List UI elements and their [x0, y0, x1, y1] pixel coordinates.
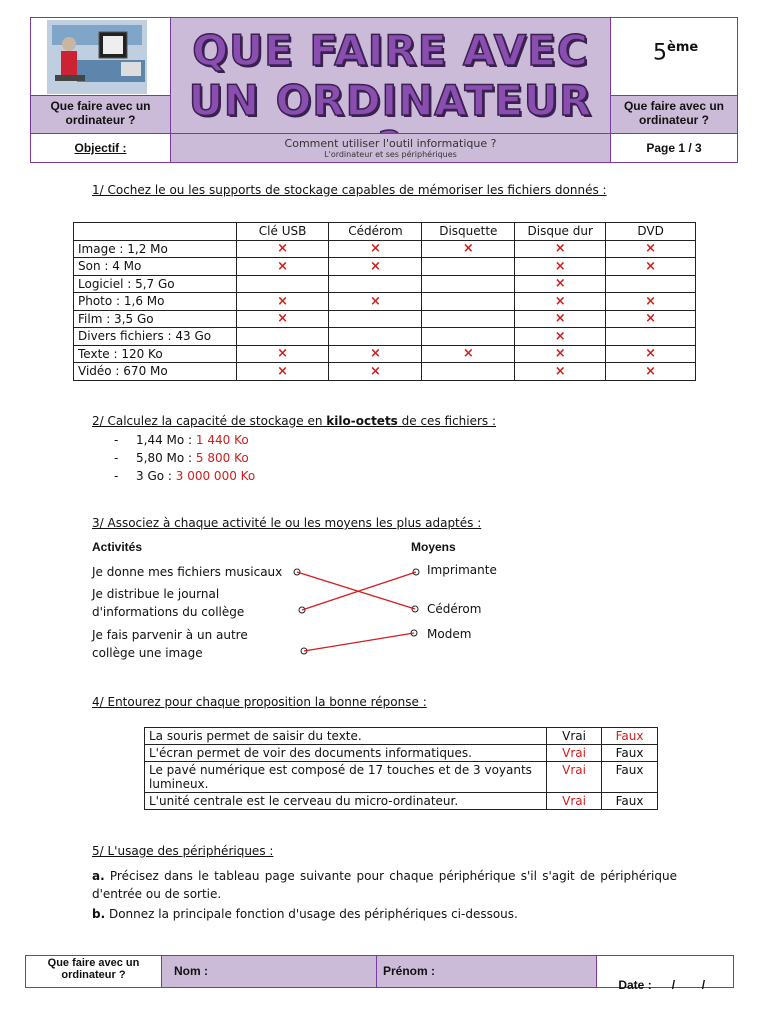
empty-cell[interactable] [329, 275, 422, 293]
footer-label: Que faire avec un ordinateur ? [26, 956, 162, 987]
q5-b: b. Donnez la principale fonction d'usage des périphériques ci-dessous. [92, 907, 518, 921]
empty-cell[interactable] [329, 328, 422, 346]
header-logo-cell [30, 17, 171, 96]
mean-connector[interactable] [411, 630, 417, 636]
faux-option[interactable]: Faux [602, 745, 658, 762]
statement-row [145, 793, 658, 810]
row-label: Photo : 1,6 Mo [74, 293, 237, 311]
activity-1: Je donne mes fichiers musicaux [92, 565, 283, 579]
firstname-field[interactable]: Prénom : [377, 956, 597, 987]
faux-option[interactable]: Faux [602, 793, 658, 810]
column-header: Disque dur [515, 223, 606, 241]
empty-cell[interactable] [236, 328, 329, 346]
objective-main: Comment utiliser l'outil informatique ? [284, 137, 497, 150]
activity-connector[interactable] [294, 569, 300, 575]
empty-cell[interactable] [236, 275, 329, 293]
check-mark[interactable]: × [606, 293, 696, 311]
row-label: Image : 1,2 Mo [74, 240, 237, 258]
vrai-option[interactable]: Vrai [547, 728, 602, 745]
row-label: Divers fichiers : 43 Go [74, 328, 237, 346]
check-mark[interactable]: × [236, 293, 329, 311]
statement-text: Le pavé numérique est composé de 17 touches et de 3 voyants lumineux. [145, 762, 547, 793]
conversion-item: - 1,44 Mo : 1 440 Ko [114, 433, 249, 447]
true-false-table [144, 727, 658, 810]
conversion-question: 3 Go : [136, 469, 176, 483]
association-line [302, 572, 416, 610]
objective-sub: L'ordinateur et ses périphériques [324, 150, 457, 159]
check-mark[interactable]: × [515, 328, 606, 346]
mean-2: Cédérom [427, 602, 482, 616]
check-mark[interactable]: × [329, 240, 422, 258]
grade-cell [610, 17, 738, 96]
check-mark[interactable]: × [236, 345, 329, 363]
table-row [74, 310, 696, 328]
check-mark[interactable]: × [236, 363, 329, 381]
footer [25, 955, 734, 992]
check-mark[interactable]: × [515, 345, 606, 363]
mean-1: Imprimante [427, 563, 497, 577]
activity-3: Je fais parvenir à un autre collège une image [92, 628, 248, 660]
objective-label: Objectif : [74, 141, 127, 155]
row-label: Texte : 120 Ko [74, 345, 237, 363]
mean-3: Modem [427, 627, 472, 641]
check-mark[interactable]: × [606, 345, 696, 363]
check-mark[interactable]: × [606, 363, 696, 381]
q4-title: 4/ Entourez pour chaque proposition la bonne réponse : [92, 695, 427, 709]
empty-cell[interactable] [422, 310, 515, 328]
conversion-answer: 3 000 000 Ko [175, 469, 256, 483]
conversion-question: 5,80 Mo : [136, 451, 196, 465]
conversion-item: - 3 Go : 3 000 000 Ko [114, 469, 256, 483]
association-line [304, 633, 414, 651]
conversion-answer: 5 800 Ko [195, 451, 249, 465]
name-field[interactable]: Nom : [162, 956, 377, 987]
q2-list [114, 431, 255, 485]
empty-cell[interactable] [606, 328, 696, 346]
objective-label-cell [30, 133, 171, 163]
empty-cell[interactable] [422, 363, 515, 381]
q1-title: 1/ Cochez le ou les supports de stockage capables de mémoriser les fichiers donnés : [92, 183, 607, 197]
association-line [297, 572, 415, 609]
column-header: DVD [606, 223, 696, 241]
q2-title: 2/ Calculez la capacité de stockage en kilo-octets de ces fichiers : [92, 414, 497, 428]
statement-row [145, 745, 658, 762]
empty-cell[interactable] [422, 275, 515, 293]
table-row [74, 363, 696, 381]
grade-label: 5ème [653, 40, 699, 66]
table-row [74, 293, 696, 311]
empty-cell[interactable] [422, 258, 515, 276]
statement-row [145, 728, 658, 745]
check-mark[interactable]: × [329, 345, 422, 363]
side-label-right: Que faire avec un ordinateur ? [610, 95, 738, 134]
statement-text: L'écran permet de voir des documents informatiques. [145, 745, 547, 762]
q5-a: a. Précisez dans le tableau page suivante pour chaque périphérique s'il s'agit de périphérique d'entrée ou de sortie. [92, 869, 677, 901]
faux-option[interactable]: Faux [602, 728, 658, 745]
column-header: Disquette [422, 223, 515, 241]
check-mark[interactable]: × [515, 310, 606, 328]
page-number: Page 1 / 3 [646, 141, 702, 155]
faux-option[interactable]: Faux [602, 762, 658, 793]
storage-table-header [74, 223, 696, 241]
row-label: Son : 4 Mo [74, 258, 237, 276]
empty-cell[interactable] [329, 310, 422, 328]
check-mark[interactable]: × [606, 310, 696, 328]
empty-cell[interactable] [606, 275, 696, 293]
column-header: Clé USB [236, 223, 329, 241]
statement-row [145, 762, 658, 793]
table-row [74, 258, 696, 276]
column-header: Cédérom [329, 223, 422, 241]
storage-table [73, 222, 696, 381]
check-mark[interactable]: × [606, 258, 696, 276]
check-mark[interactable]: × [329, 363, 422, 381]
table-row [74, 328, 696, 346]
check-mark[interactable]: × [606, 240, 696, 258]
check-mark[interactable]: × [515, 363, 606, 381]
header-title-cell [170, 17, 611, 134]
check-mark[interactable]: × [236, 258, 329, 276]
conversion-item: - 5,80 Mo : 5 800 Ko [114, 451, 249, 465]
vrai-option[interactable]: Vrai [547, 745, 602, 762]
row-label: Logiciel : 5,7 Go [74, 275, 237, 293]
check-mark[interactable]: × [422, 345, 515, 363]
objective-cell [170, 133, 611, 163]
check-mark[interactable]: × [515, 275, 606, 293]
mean-connector[interactable] [413, 569, 419, 575]
page-number-cell [610, 133, 738, 163]
table-row [74, 345, 696, 363]
row-label: Film : 3,5 Go [74, 310, 237, 328]
activities-header: Activités [92, 540, 143, 554]
check-mark[interactable]: × [422, 240, 515, 258]
empty-cell[interactable] [422, 293, 515, 311]
conversion-question: 1,44 Mo : [136, 433, 196, 447]
activity-connector[interactable] [301, 648, 307, 654]
page-title-line1: QUE FAIRE AVEC [192, 26, 589, 75]
q3-title: 3/ Associez à chaque activité le ou les moyens les plus adaptés : [92, 516, 482, 530]
table-row [74, 275, 696, 293]
statement-text: La souris permet de saisir du texte. [145, 728, 547, 745]
activity-2: Je distribue le journal d'informations du collège [92, 587, 245, 619]
mean-connector[interactable] [412, 606, 418, 612]
row-label: Vidéo : 670 Mo [74, 363, 237, 381]
check-mark[interactable]: × [236, 310, 329, 328]
side-label-left: Que faire avec un ordinateur ? [30, 95, 171, 134]
conversion-answer: 1 440 Ko [195, 433, 249, 447]
vrai-option[interactable]: Vrai [547, 793, 602, 810]
check-mark[interactable]: × [515, 258, 606, 276]
table-row [74, 240, 696, 258]
check-mark[interactable]: × [236, 240, 329, 258]
statement-text: L'unité centrale est le cerveau du micro-ordinateur. [145, 793, 547, 810]
q5-title: 5/ L'usage des périphériques : [92, 844, 274, 858]
vrai-option[interactable]: Vrai [547, 762, 602, 793]
computer-user-illustration [47, 20, 147, 94]
check-mark[interactable]: × [329, 293, 422, 311]
activity-connector[interactable] [299, 607, 305, 613]
empty-cell[interactable] [422, 328, 515, 346]
check-mark[interactable]: × [515, 293, 606, 311]
check-mark[interactable]: × [515, 240, 606, 258]
page-title-line2: UN ORDINATEUR [188, 76, 593, 125]
check-mark[interactable]: × [329, 258, 422, 276]
date-field[interactable]: Date : / / [618, 978, 706, 992]
means-header: Moyens [411, 540, 456, 554]
